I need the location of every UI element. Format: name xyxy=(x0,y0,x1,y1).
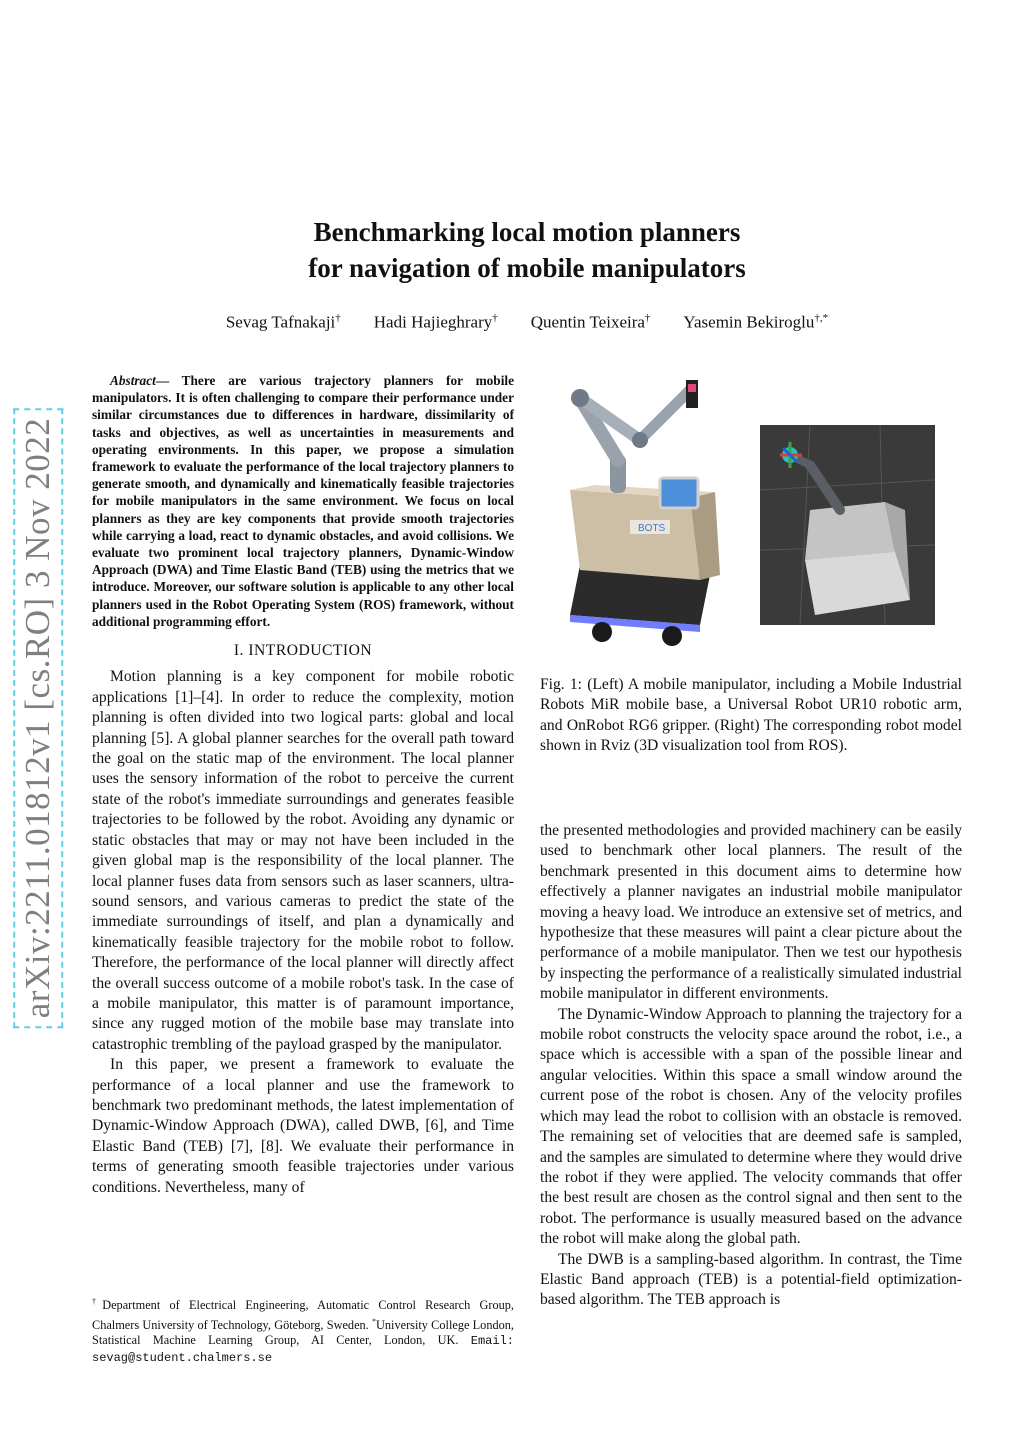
arxiv-stamp xyxy=(14,418,62,1018)
title-line-1: Benchmarking local motion planners xyxy=(313,217,741,247)
author: Quentin Teixeira† xyxy=(530,312,651,332)
left-column xyxy=(92,372,514,1198)
robot-logo-text: BOTS xyxy=(638,523,666,534)
section-heading-introduction: I. INTRODUCTION xyxy=(233,642,373,660)
author: Yasemin Bekiroglu†,* xyxy=(683,312,829,332)
figure-1-caption: Fig. 1: (Left) A mobile manipulator, including a Mobile Industrial Robots MiR mobile base, a Universal Robot UR10 robotic arm, and OnRobot RG6 gripper. (Right) The corresponding robot model shown in Rviz (3D visualization tool from ROS). xyxy=(540,676,962,755)
paper-title xyxy=(0,214,1024,286)
figure-1-image xyxy=(540,370,962,660)
author: Sevag Tafnakaji† xyxy=(225,312,341,332)
rviz-model-image xyxy=(760,425,935,625)
abstract xyxy=(92,372,514,630)
footnote: †Department of Electrical Engineering, Automatic Control Research Group, Chalmers University of Technology, Göteborg, Sweden. *University College London, Statistical Machine Learning Group, AI Center, London, UK. Email: sevag@student.chalmers.se xyxy=(92,1297,515,1365)
right-paragraph-2: The Dynamic-Window Approach to planning the trajectory for a mobile robot constructs the velocity space around the robot, i.e., a space which is accessible with a span of the possible linear and angular velocities. Within this space a small window around the current pose of the robot is chosen. Any of the velocity profiles which may lead the robot to collision with an obstacle is removed. The remaining set of velocities that are deemed safe is sampled, and the samples are simulated to determine where they would drive the robot if they were applied. The velocity commands that offer the best result are chosen as the control signal and then sent to the robot. The performance is usually measured based on the advance the robot will make along the global path. xyxy=(540,1005,962,1248)
title-line-2: for navigation of mobile manipulators xyxy=(308,253,746,283)
intro-paragraph-1: Motion planning is a key component for mobile robotic applications [1]–[4]. In order to reduce the complexity, motion planning is often divided into two logical parts: global and local planning [5]. A global planner searches for the overall path toward the goal on the static map of the environment. The local planner uses the sensory information of the robot to perceive the current state of the robot's immediate surroundings and generates feasible trajectories to be followed by the robot. Avoiding any dynamic or static obstacles that may or may not have been included in the given global map is the responsibility of the local planner. The local planner fuses data from sensors such as laser scanners, ultra-sound sensors, and various cameras to predict the state of the immediate surroundings of itself, and plan a dynamically and kinematically feasible trajectory for the mobile robot to follow. Therefore, the performance of the local planner will directly affect the overall success outcome of a mobile robot's task. In the case of a mobile manipulator, this matter is of paramount importance, since any rugged motion of the mobile base may translate into catastrophic trembling of the payload grasped by the manipulator. xyxy=(92,668,514,1053)
right-paragraph-3: The DWB is a sampling-based algorithm. In contrast, the Time Elastic Band approach (TEB) is a potential-field optimization-based algorithm. The TEB approach is xyxy=(540,1250,962,1309)
right-paragraph-1: the presented methodologies and provided machinery can be easily used to benchmark other local planners. The result of the benchmark presented in this document aims to determine how effectively a planner navigates an industrial mobile manipulator moving a heavy load. We introduce an extensive set of metrics, and hypothesize that these measures will paint a clear picture about the performance of a mobile manipulator. Then we test our hypothesis by inspecting the performance of a realistically simulated industrial mobile manipulator in different environments. xyxy=(540,822,962,1003)
author-list xyxy=(0,312,1024,333)
intro-paragraph-2: In this paper, we present a framework to evaluate the performance of a local planner and use the framework to benchmark two predominant methods, the latest implementation of Dynamic-Window Approach (DWA), called DWB, [6], and Time Elastic Band (TEB) [7], [8]. We evaluate their performance in terms of generating smooth feasible trajectories under various conditions. Nevertheless, many of xyxy=(92,1056,514,1196)
author-email: Email: sevag@student.chalmers.se xyxy=(92,1334,514,1365)
right-column xyxy=(540,821,962,1311)
author: Hadi Hajieghrary† xyxy=(373,312,498,332)
abstract-text: — There are various trajectory planners for mobile manipulators. It is often challenging to compare their performance under similar circumstances due to differences in hardware, dissimilarity of tasks and objectives, as well as uncertainties in measurements and operating environments. In this paper, we propose a simulation framework to evaluate the performance of the local trajectory planners to generate smooth, and dynamically and kinematically feasible trajectories for mobile manipulators in the same environment. We focus on local planners as they are key components that provide smooth trajectories while carrying a load, react to dynamic obstacles, and avoid collisions. We evaluate two prominent local trajectory planners, Dynamic-Window Approach (DWA) and Time Elastic Band (TEB) using the metrics that we introduce. Moreover, our software solution is applicable to any other local planners used in the Robot Operating System (ROS) framework, without additional programming effort. xyxy=(92,373,514,629)
arxiv-stamp-text: arXiv:2211.01812v1 [cs.RO] 3 Nov 2022 xyxy=(13,408,63,1028)
abstract-label: Abstract xyxy=(110,373,156,388)
figure-1 xyxy=(540,370,962,660)
mobile-manipulator-photo xyxy=(570,380,720,646)
